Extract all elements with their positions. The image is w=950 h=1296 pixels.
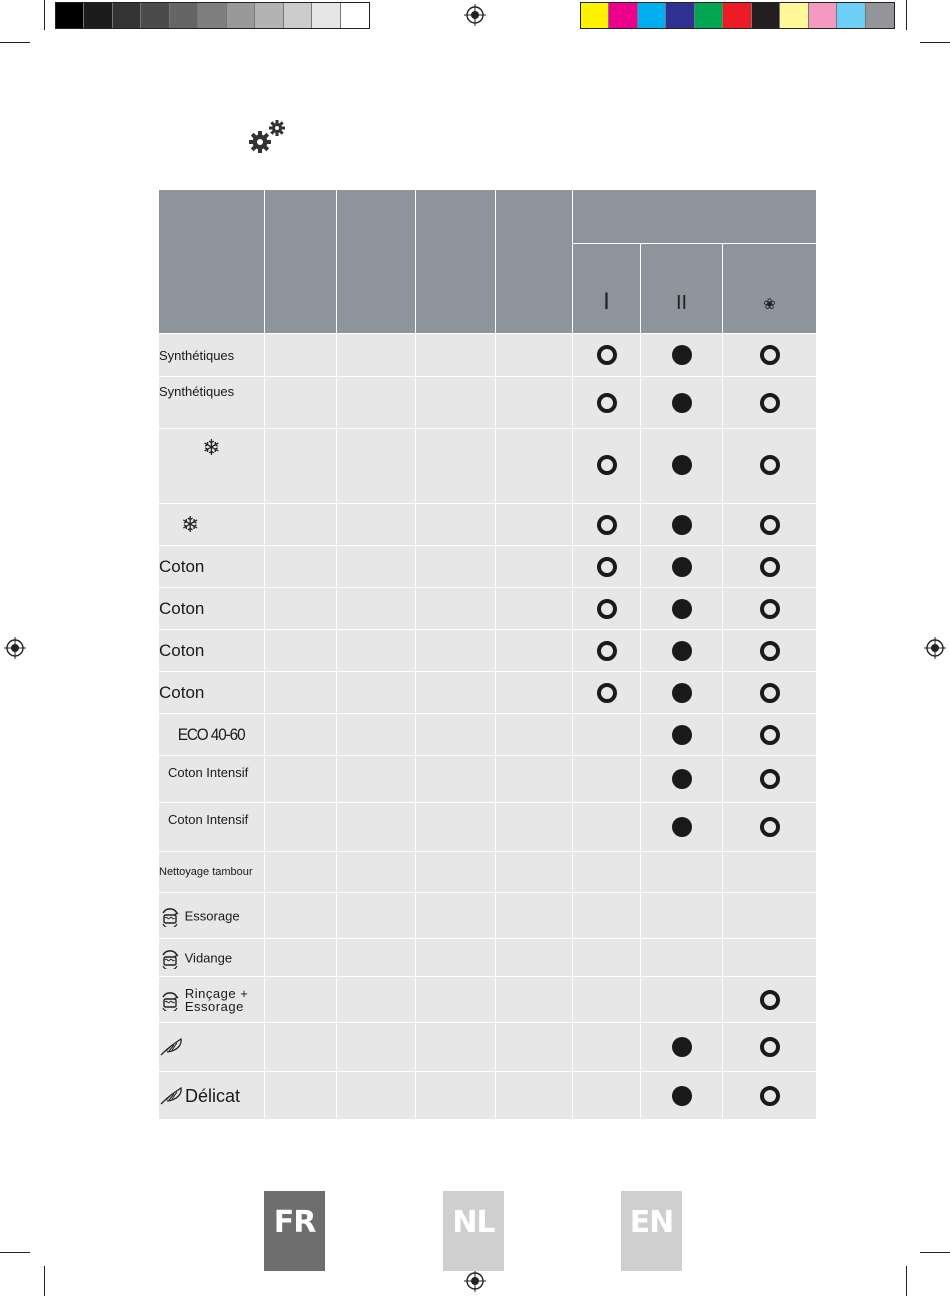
option-cell — [573, 893, 641, 939]
option-cell — [573, 377, 641, 429]
filled-dot-icon — [672, 817, 692, 837]
program-name-cell — [159, 1072, 265, 1120]
table-row — [159, 939, 817, 977]
open-circle-icon — [597, 455, 617, 475]
table-row — [159, 672, 817, 714]
program-name: Rinçage + Essorage — [184, 985, 249, 1014]
empty-cell — [265, 756, 337, 803]
program-name-cell — [159, 852, 265, 893]
empty-cell — [496, 1023, 573, 1072]
option-cell — [573, 977, 641, 1023]
empty-cell — [496, 803, 573, 852]
crosshair-registration-icon — [464, 1270, 486, 1292]
subheader-label: I — [603, 287, 610, 315]
option-cell — [723, 546, 817, 588]
table-row — [159, 756, 817, 803]
empty-cell — [337, 588, 416, 630]
filled-dot-icon — [672, 599, 692, 619]
option-cell — [723, 672, 817, 714]
option-cell — [723, 504, 817, 546]
table-row — [159, 630, 817, 672]
empty-cell — [416, 756, 496, 803]
option-cell — [641, 893, 723, 939]
color-swatch — [255, 3, 283, 28]
table-row — [159, 429, 817, 504]
program-name-cell — [159, 334, 265, 377]
open-circle-icon — [760, 769, 780, 789]
crop-mark — [44, 0, 45, 30]
empty-cell — [337, 504, 416, 546]
program-name-cell — [159, 939, 265, 977]
color-swatch — [837, 3, 865, 28]
table-header-cell — [159, 190, 265, 334]
empty-cell — [337, 803, 416, 852]
empty-cell — [416, 630, 496, 672]
crosshair-registration-icon — [924, 637, 946, 659]
option-cell — [573, 504, 641, 546]
program-table — [158, 189, 817, 1120]
option-cell — [573, 672, 641, 714]
option-cell — [573, 852, 641, 893]
empty-cell — [337, 1072, 416, 1120]
program-name: Essorage — [184, 908, 240, 923]
table-header-cell — [416, 190, 496, 334]
empty-cell — [416, 672, 496, 714]
crop-mark — [906, 0, 907, 30]
empty-cell — [265, 546, 337, 588]
empty-cell — [496, 893, 573, 939]
filled-dot-icon — [672, 515, 692, 535]
subheader-cell — [573, 244, 641, 334]
filled-dot-icon — [672, 455, 692, 475]
table-header-cell — [337, 190, 416, 334]
empty-cell — [337, 630, 416, 672]
crosshair-registration-icon — [4, 637, 26, 659]
option-cell — [573, 1072, 641, 1120]
program-name: Coton — [159, 556, 205, 576]
empty-cell — [416, 977, 496, 1023]
empty-cell — [337, 1023, 416, 1072]
empty-cell — [416, 377, 496, 429]
program-name: Vidange — [184, 950, 233, 965]
option-cell — [641, 546, 723, 588]
empty-cell — [337, 852, 416, 893]
program-name-cell — [159, 756, 265, 803]
feather-icon — [159, 1086, 185, 1106]
empty-cell — [416, 546, 496, 588]
option-cell — [723, 756, 817, 803]
program-name-cell — [159, 714, 265, 756]
empty-cell — [496, 939, 573, 977]
option-cell — [723, 588, 817, 630]
color-swatch — [581, 3, 609, 28]
table-header-group — [573, 190, 817, 244]
option-cell — [573, 334, 641, 377]
open-circle-icon — [597, 683, 617, 703]
option-cell — [641, 852, 723, 893]
option-cell — [723, 803, 817, 852]
empty-cell — [265, 1072, 337, 1120]
open-circle-icon — [760, 515, 780, 535]
open-circle-icon — [760, 455, 780, 475]
color-swatch — [141, 3, 169, 28]
table-header-cell — [265, 190, 337, 334]
open-circle-icon — [760, 599, 780, 619]
color-swatch — [312, 3, 340, 28]
program-name-cell — [159, 1023, 265, 1072]
empty-cell — [496, 1072, 573, 1120]
color-swatch — [780, 3, 808, 28]
empty-cell — [337, 714, 416, 756]
empty-cell — [496, 504, 573, 546]
table-row — [159, 852, 817, 893]
empty-cell — [496, 546, 573, 588]
crop-mark — [44, 1266, 45, 1296]
program-name: Coton — [159, 682, 205, 702]
option-cell — [641, 939, 723, 977]
spin-drum-icon — [159, 989, 181, 1011]
option-cell — [641, 1072, 723, 1120]
empty-cell — [416, 334, 496, 377]
option-cell — [723, 429, 817, 504]
empty-cell — [337, 893, 416, 939]
open-circle-icon — [760, 1086, 780, 1106]
table-row — [159, 377, 817, 429]
filled-dot-icon — [672, 1037, 692, 1057]
empty-cell — [265, 429, 337, 504]
option-cell — [641, 504, 723, 546]
program-name-cell — [159, 504, 265, 546]
option-cell — [723, 939, 817, 977]
option-cell — [641, 756, 723, 803]
open-circle-icon — [760, 345, 780, 365]
empty-cell — [416, 803, 496, 852]
option-cell — [641, 588, 723, 630]
empty-cell — [265, 977, 337, 1023]
open-circle-icon — [597, 345, 617, 365]
color-swatch — [866, 3, 894, 28]
open-circle-icon — [760, 641, 780, 661]
open-circle-icon — [760, 990, 780, 1010]
empty-cell — [337, 756, 416, 803]
empty-cell — [496, 630, 573, 672]
empty-cell — [337, 977, 416, 1023]
empty-cell — [496, 977, 573, 1023]
option-cell — [723, 893, 817, 939]
empty-cell — [416, 852, 496, 893]
filled-dot-icon — [672, 641, 692, 661]
option-cell — [641, 1023, 723, 1072]
program-name-cell — [159, 803, 265, 852]
empty-cell — [416, 893, 496, 939]
feather-icon — [159, 1037, 185, 1057]
open-circle-icon — [597, 515, 617, 535]
empty-cell — [416, 1072, 496, 1120]
empty-cell — [265, 852, 337, 893]
empty-cell — [416, 939, 496, 977]
program-name-cell — [159, 377, 265, 429]
color-swatch — [84, 3, 112, 28]
open-circle-icon — [597, 641, 617, 661]
program-name-cell — [159, 977, 265, 1023]
language-tab-nl[interactable]: NL — [443, 1191, 504, 1271]
color-swatch — [723, 3, 751, 28]
empty-cell — [265, 803, 337, 852]
program-name-cell — [159, 588, 265, 630]
empty-cell — [416, 504, 496, 546]
table-row — [159, 588, 817, 630]
color-swatch — [341, 3, 369, 28]
option-cell — [573, 588, 641, 630]
empty-cell — [416, 714, 496, 756]
grayscale-color-bar — [55, 2, 370, 29]
option-cell — [573, 429, 641, 504]
table-row — [159, 1023, 817, 1072]
empty-cell — [416, 588, 496, 630]
crop-mark — [906, 1266, 907, 1296]
color-swatch — [170, 3, 198, 28]
language-tab-fr[interactable]: FR — [264, 1191, 325, 1271]
open-circle-icon — [760, 683, 780, 703]
program-name-cell — [159, 546, 265, 588]
program-name: Coton — [159, 640, 205, 660]
table-row — [159, 334, 817, 377]
option-cell — [641, 429, 723, 504]
open-circle-icon — [760, 557, 780, 577]
program-name: Synthétiques — [159, 347, 235, 363]
empty-cell — [416, 1023, 496, 1072]
open-circle-icon — [760, 393, 780, 413]
option-cell — [723, 334, 817, 377]
option-cell — [573, 756, 641, 803]
open-circle-icon — [760, 725, 780, 745]
program-name-cell — [159, 672, 265, 714]
empty-cell — [265, 714, 337, 756]
crop-mark — [920, 1252, 950, 1253]
subheader-label: II — [675, 292, 688, 314]
empty-cell — [265, 334, 337, 377]
table-row — [159, 714, 817, 756]
empty-cell — [265, 939, 337, 977]
filled-dot-icon — [672, 557, 692, 577]
table-row — [159, 504, 817, 546]
empty-cell — [496, 429, 573, 504]
option-cell — [573, 1023, 641, 1072]
subheader-cell — [641, 244, 723, 334]
option-cell — [641, 630, 723, 672]
snowflake-icon: ❄ — [181, 511, 200, 537]
option-cell — [641, 377, 723, 429]
option-cell — [641, 977, 723, 1023]
empty-cell — [496, 588, 573, 630]
empty-cell — [265, 1023, 337, 1072]
filled-dot-icon — [672, 1086, 692, 1106]
empty-cell — [337, 429, 416, 504]
table-row — [159, 893, 817, 939]
empty-cell — [265, 893, 337, 939]
program-name: Synthétiques — [159, 384, 235, 399]
filled-dot-icon — [672, 345, 692, 365]
program-name: Délicat — [185, 1085, 241, 1106]
empty-cell — [265, 672, 337, 714]
crop-mark — [0, 42, 30, 43]
subheader-label: ❀ — [763, 295, 776, 313]
empty-cell — [496, 756, 573, 803]
open-circle-icon — [597, 393, 617, 413]
open-circle-icon — [760, 817, 780, 837]
filled-dot-icon — [672, 393, 692, 413]
open-circle-icon — [597, 599, 617, 619]
spin-drum-icon — [159, 905, 181, 927]
empty-cell — [337, 334, 416, 377]
empty-cell — [496, 714, 573, 756]
crop-mark — [920, 42, 950, 43]
program-name-cell — [159, 429, 265, 504]
option-cell — [723, 852, 817, 893]
color-swatch — [638, 3, 666, 28]
option-cell — [641, 803, 723, 852]
color-swatch — [752, 3, 780, 28]
color-swatch — [809, 3, 837, 28]
option-cell — [723, 1072, 817, 1120]
option-cell — [573, 803, 641, 852]
program-name: Nettoyage tambour — [159, 866, 253, 878]
process-color-bar — [580, 2, 895, 29]
empty-cell — [337, 377, 416, 429]
empty-cell — [337, 546, 416, 588]
empty-cell — [265, 377, 337, 429]
empty-cell — [337, 672, 416, 714]
empty-cell — [496, 852, 573, 893]
option-cell — [723, 630, 817, 672]
filled-dot-icon — [672, 725, 692, 745]
empty-cell — [265, 630, 337, 672]
table-row — [159, 977, 817, 1023]
program-name: ECO 40-60 — [178, 724, 245, 744]
program-name-cell — [159, 893, 265, 939]
option-cell — [573, 714, 641, 756]
table-row — [159, 1072, 817, 1120]
open-circle-icon — [597, 557, 617, 577]
subheader-cell — [723, 244, 817, 334]
gears-icon — [246, 116, 290, 156]
option-cell — [723, 1023, 817, 1072]
option-cell — [641, 714, 723, 756]
option-cell — [723, 714, 817, 756]
crop-mark — [0, 1252, 30, 1253]
table-row — [159, 803, 817, 852]
open-circle-icon — [760, 1037, 780, 1057]
empty-cell — [496, 334, 573, 377]
color-swatch — [113, 3, 141, 28]
empty-cell — [496, 377, 573, 429]
program-name: Coton — [159, 598, 205, 618]
option-cell — [723, 977, 817, 1023]
option-cell — [573, 546, 641, 588]
color-swatch — [666, 3, 694, 28]
snowflake-icon: ❄ — [202, 435, 221, 460]
language-tab-en[interactable]: EN — [621, 1191, 682, 1271]
color-swatch — [198, 3, 226, 28]
crosshair-registration-icon — [464, 4, 486, 26]
empty-cell — [265, 588, 337, 630]
empty-cell — [416, 429, 496, 504]
color-swatch — [284, 3, 312, 28]
program-name: Coton Intensif — [168, 812, 249, 827]
table-row — [159, 546, 817, 588]
filled-dot-icon — [672, 769, 692, 789]
program-name-cell — [159, 630, 265, 672]
table-header-cell — [496, 190, 573, 334]
option-cell — [573, 939, 641, 977]
filled-dot-icon — [672, 683, 692, 703]
color-swatch — [609, 3, 637, 28]
empty-cell — [337, 939, 416, 977]
empty-cell — [496, 672, 573, 714]
option-cell — [723, 377, 817, 429]
option-cell — [641, 672, 723, 714]
color-swatch — [227, 3, 255, 28]
spin-drum-icon — [159, 947, 181, 969]
option-cell — [573, 630, 641, 672]
color-swatch — [56, 3, 84, 28]
option-cell — [641, 334, 723, 377]
program-name: Coton Intensif — [168, 765, 249, 780]
empty-cell — [265, 504, 337, 546]
color-swatch — [695, 3, 723, 28]
